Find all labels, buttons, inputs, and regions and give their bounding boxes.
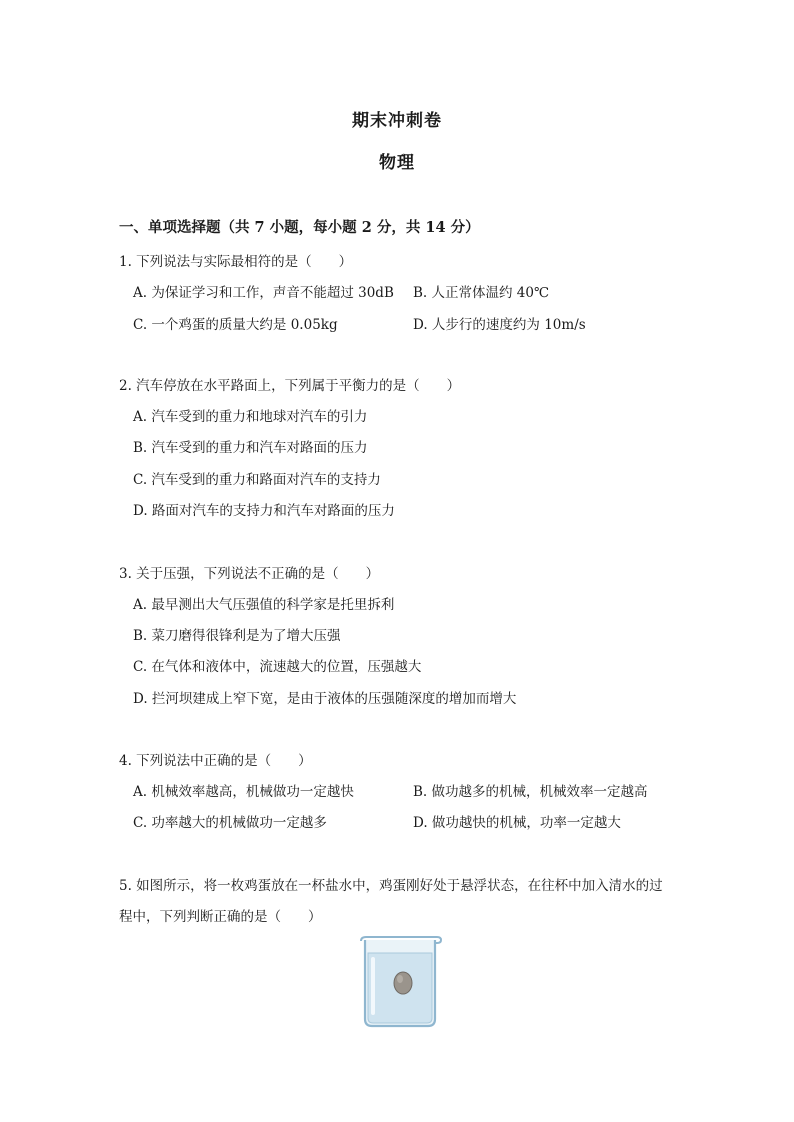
- beaker-with-egg-icon: [357, 935, 443, 1029]
- question-3-option-b: B. 菜刀磨得很锋利是为了增大压强: [133, 628, 341, 644]
- question-3-stem: 3. 关于压强，下列说法不正确的是（ ）: [119, 566, 380, 582]
- question-2-option-a: A. 汽车受到的重力和地球对汽车的引力: [133, 409, 368, 425]
- question-1-option-c: C. 一个鸡蛋的质量大约是 0.05kg: [133, 317, 338, 333]
- question-4-option-b: B. 做功越多的机械，机械效率一定越高: [413, 784, 648, 800]
- question-3-option-c: C. 在气体和液体中，流速越大的位置，压强越大: [133, 659, 422, 675]
- question-1-option-b: B. 人正常体温约 40℃: [413, 285, 550, 301]
- question-4-option-d: D. 做功越快的机械，功率一定越大: [413, 815, 621, 831]
- question-2-option-c: C. 汽车受到的重力和路面对汽车的支持力: [133, 472, 381, 488]
- question-5-stem-line-2: 程中，下列判断正确的是（ ）: [119, 909, 322, 925]
- question-2-option-d: D. 路面对汽车的支持力和汽车对路面的压力: [133, 503, 395, 519]
- question-1-stem: 1. 下列说法与实际最相符的是（ ）: [119, 254, 353, 270]
- question-1-option-d: D. 人步行的速度约为 10m/s: [413, 317, 586, 333]
- question-2-stem: 2. 汽车停放在水平路面上，下列属于平衡力的是（ ）: [119, 378, 461, 394]
- section-heading: 一、单项选择题（共 7 小题，每小题 2 分，共 14 分）: [119, 219, 480, 236]
- question-2-option-b: B. 汽车受到的重力和汽车对路面的压力: [133, 440, 368, 456]
- exam-title: 期末冲刺卷: [352, 111, 442, 131]
- question-1-option-a: A. 为保证学习和工作，声音不能超过 30dB: [133, 285, 394, 301]
- question-3-option-d: D. 拦河坝建成上窄下宽，是由于液体的压强随深度的增加而增大: [133, 691, 517, 707]
- question-3-option-a: A. 最早测出大气压强值的科学家是托里拆利: [133, 597, 395, 613]
- question-5-stem-line-1: 5. 如图所示，将一枚鸡蛋放在一杯盐水中，鸡蛋刚好处于悬浮状态，在往杯中加入清水的过: [119, 878, 663, 894]
- exam-subject: 物理: [379, 153, 415, 173]
- question-4-stem: 4. 下列说法中正确的是（ ）: [119, 753, 312, 769]
- question-4-option-a: A. 机械效率越高，机械做功一定越快: [133, 784, 354, 800]
- question-4-option-c: C. 功率越大的机械做功一定越多: [133, 815, 327, 831]
